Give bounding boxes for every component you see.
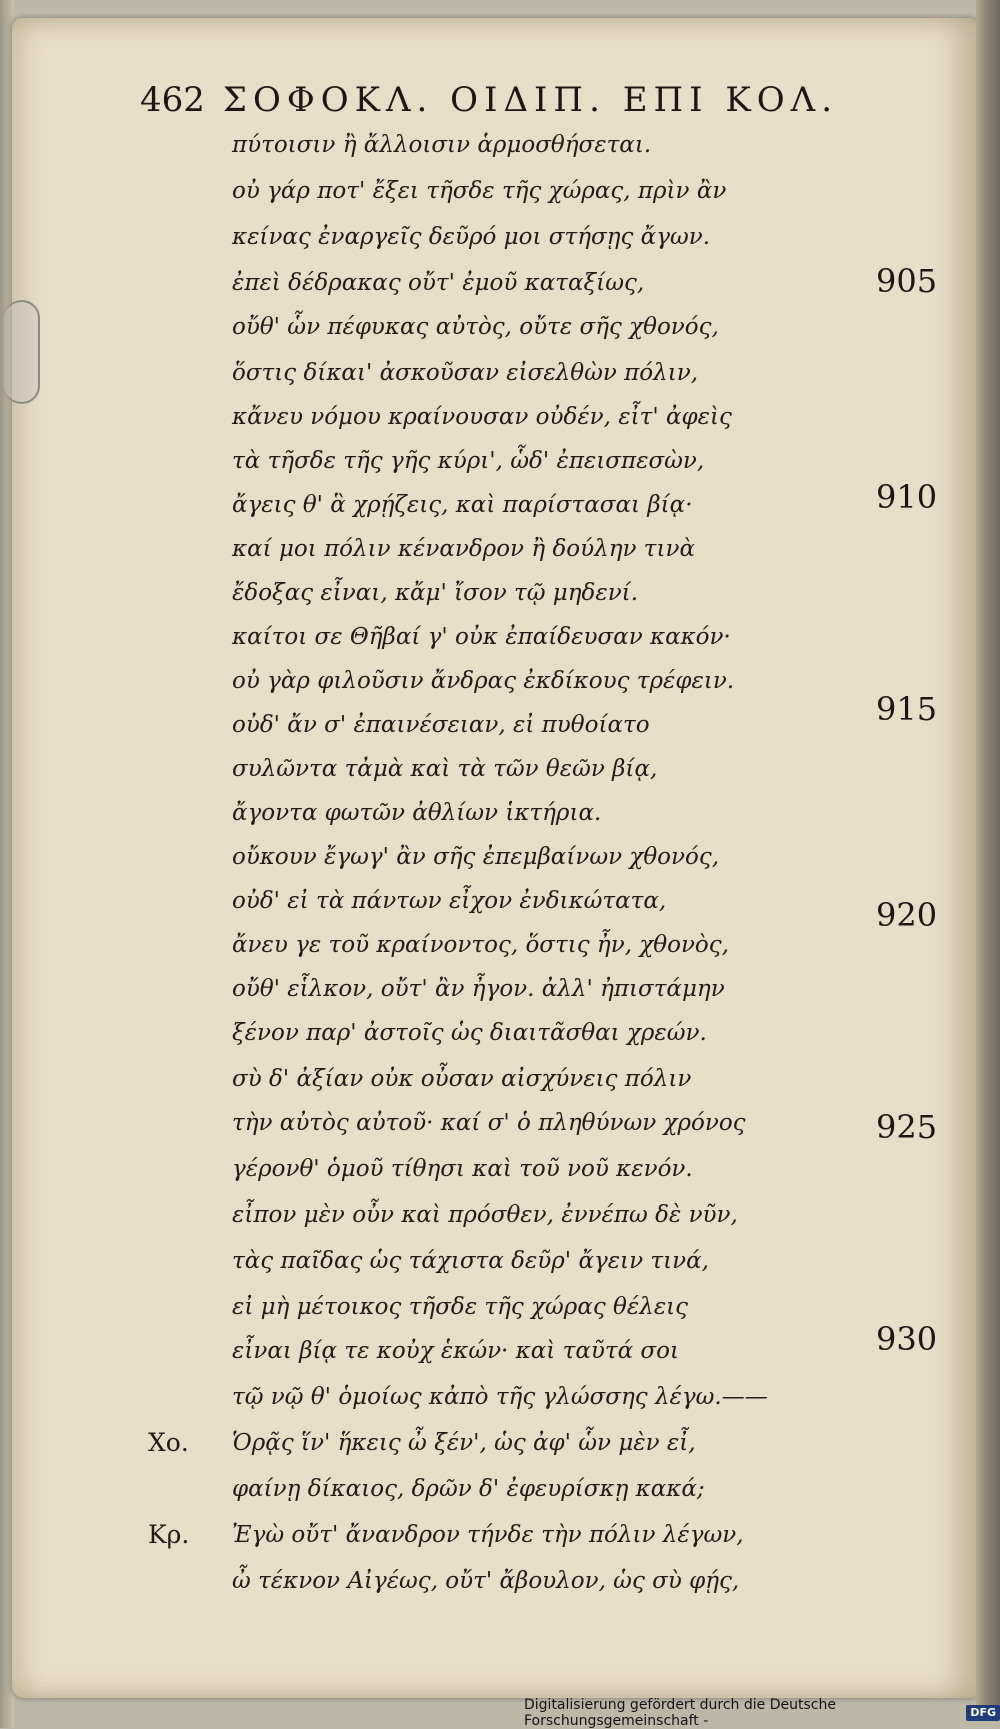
verse-line: ξένον παρ' ἀστοῖς ὡς διαιτᾶσθαι χρεών. (232, 1020, 707, 1046)
line-number: 925 (876, 1108, 938, 1146)
line-number: 910 (876, 478, 938, 516)
verse-line: πύτοισιν ἢ ἄλλοισιν ἁρμοσθήσεται. (232, 132, 652, 158)
verse-line: τὴν αὐτὸς αὐτοῦ· καί σ' ὁ πληθύνων χρόνος (232, 1110, 746, 1136)
line-number: 915 (876, 690, 938, 728)
page-header (140, 80, 880, 136)
page-clip (4, 300, 40, 404)
line-number: 905 (876, 262, 938, 300)
page-number: 462 (140, 80, 205, 120)
verse-line: σὺ δ' ἀξίαν οὐκ οὖσαν αἰσχύνεις πόλιν (232, 1066, 692, 1092)
verse-line: φαίνῃ δίκαιος, δρῶν δ' ἐφευρίσκῃ κακά; (232, 1476, 705, 1502)
verse-line: καί μοι πόλιν κένανδρον ἢ δούλην τινὰ (232, 536, 696, 562)
verse-line: οὐδ' εἰ τὰ πάντων εἶχον ἐνδικώτατα, (232, 888, 667, 914)
credit-text: Digitalisierung gefördert durch die Deutsche Forschungsgemeinschaft - (524, 1697, 836, 1729)
verse-line: Ὁρᾷς ἵν' ἥκεις ὦ ξέν', ὡς ἀφ' ὧν μὲν εἶ, (232, 1430, 696, 1456)
verse-line: κείνας ἐναργεῖς δεῦρό μοι στήσῃς ἄγων. (232, 224, 711, 250)
line-number: 920 (876, 896, 938, 934)
verse-line: ἄγεις θ' ἃ χρῄζεις, καὶ παρίστασαι βίᾳ· (232, 492, 693, 518)
speaker-label: Κρ. (148, 1520, 190, 1549)
verse-line: τῷ νῷ θ' ὁμοίως κἀπὸ τῆς γλώσσης λέγω.—— (232, 1384, 768, 1410)
verse-line: οὔθ' εἷλκον, οὔτ' ἂν ἦγον. ἀλλ' ἠπιστάμην (232, 976, 725, 1002)
verse-line: εἶπον μὲν οὖν καὶ πρόσθεν, ἐννέπω δὲ νῦν, (232, 1202, 738, 1228)
verse-line: ἄνευ γε τοῦ κραίνοντος, ὅστις ἦν, χθονὸς, (232, 932, 729, 958)
digitization-credit (524, 1697, 1000, 1729)
verse-line: συλῶντα τἀμὰ καὶ τὰ τῶν θεῶν βίᾳ, (232, 756, 658, 782)
line-number: 930 (876, 1320, 938, 1358)
verse-line: οὐ γὰρ φιλοῦσιν ἄνδρας ἐκδίκους τρέφειν. (232, 668, 735, 694)
running-title: ΣΟΦΟΚΛ. ΟΙΔΙΠ. ΕΠΙ ΚΟΛ. (222, 80, 839, 120)
page-stack-edge (976, 0, 1000, 1710)
verse-line: εἰ μὴ μέτοικος τῆσδε τῆς χώρας θέλεις (232, 1294, 689, 1320)
verse-line: ὅστις δίκαι' ἀσκοῦσαν εἰσελθὼν πόλιν, (232, 360, 699, 386)
verse-line: ὦ τέκνον Αἰγέως, οὔτ' ἄβουλον, ὡς σὺ φῄς, (232, 1568, 740, 1594)
verse-line: Ἐγὼ οὔτ' ἄνανδρον τήνδε τὴν πόλιν λέγων, (232, 1522, 744, 1548)
speaker-label: Χο. (148, 1428, 189, 1457)
dfg-logo: DFG (966, 1705, 1000, 1721)
verse-line: τὰς παῖδας ὡς τάχιστα δεῦρ' ἄγειν τινά, (232, 1248, 709, 1274)
verse-line: εἶναι βίᾳ τε κοὐχ ἑκών· καὶ ταῦτά σοι (232, 1338, 679, 1364)
verse-line: οὐ γάρ ποτ' ἔξει τῆσδε τῆς χώρας, πρὶν ἂν (232, 178, 727, 204)
verse-line: οὔκουν ἔγωγ' ἂν σῆς ἐπεμβαίνων χθονός, (232, 844, 720, 870)
verse-line: ἔδοξας εἶναι, κἄμ' ἴσον τῷ μηδενί. (232, 580, 639, 606)
verse-line: γέρονθ' ὁμοῦ τίθησι καὶ τοῦ νοῦ κενόν. (232, 1156, 693, 1182)
verse-line: ἐπεὶ δέδρακας οὔτ' ἐμοῦ καταξίως, (232, 270, 645, 296)
verse-line: οὐδ' ἄν σ' ἐπαινέσειαν, εἰ πυθοίατο (232, 712, 650, 738)
verse-line: οὔθ' ὧν πέφυκας αὐτὸς, οὔτε σῆς χθονός, (232, 314, 719, 340)
verse-line: ἄγοντα φωτῶν ἀθλίων ἱκτήρια. (232, 800, 602, 826)
verse-line: καίτοι σε Θῆβαί γ' οὐκ ἐπαίδευσαν κακόν· (232, 624, 731, 650)
verse-line: τὰ τῆσδε τῆς γῆς κύρι', ὧδ' ἐπεισπεσὼν, (232, 448, 705, 474)
verse-line: κἄνευ νόμου κραίνουσαν οὐδέν, εἶτ' ἀφεὶς (232, 404, 732, 430)
